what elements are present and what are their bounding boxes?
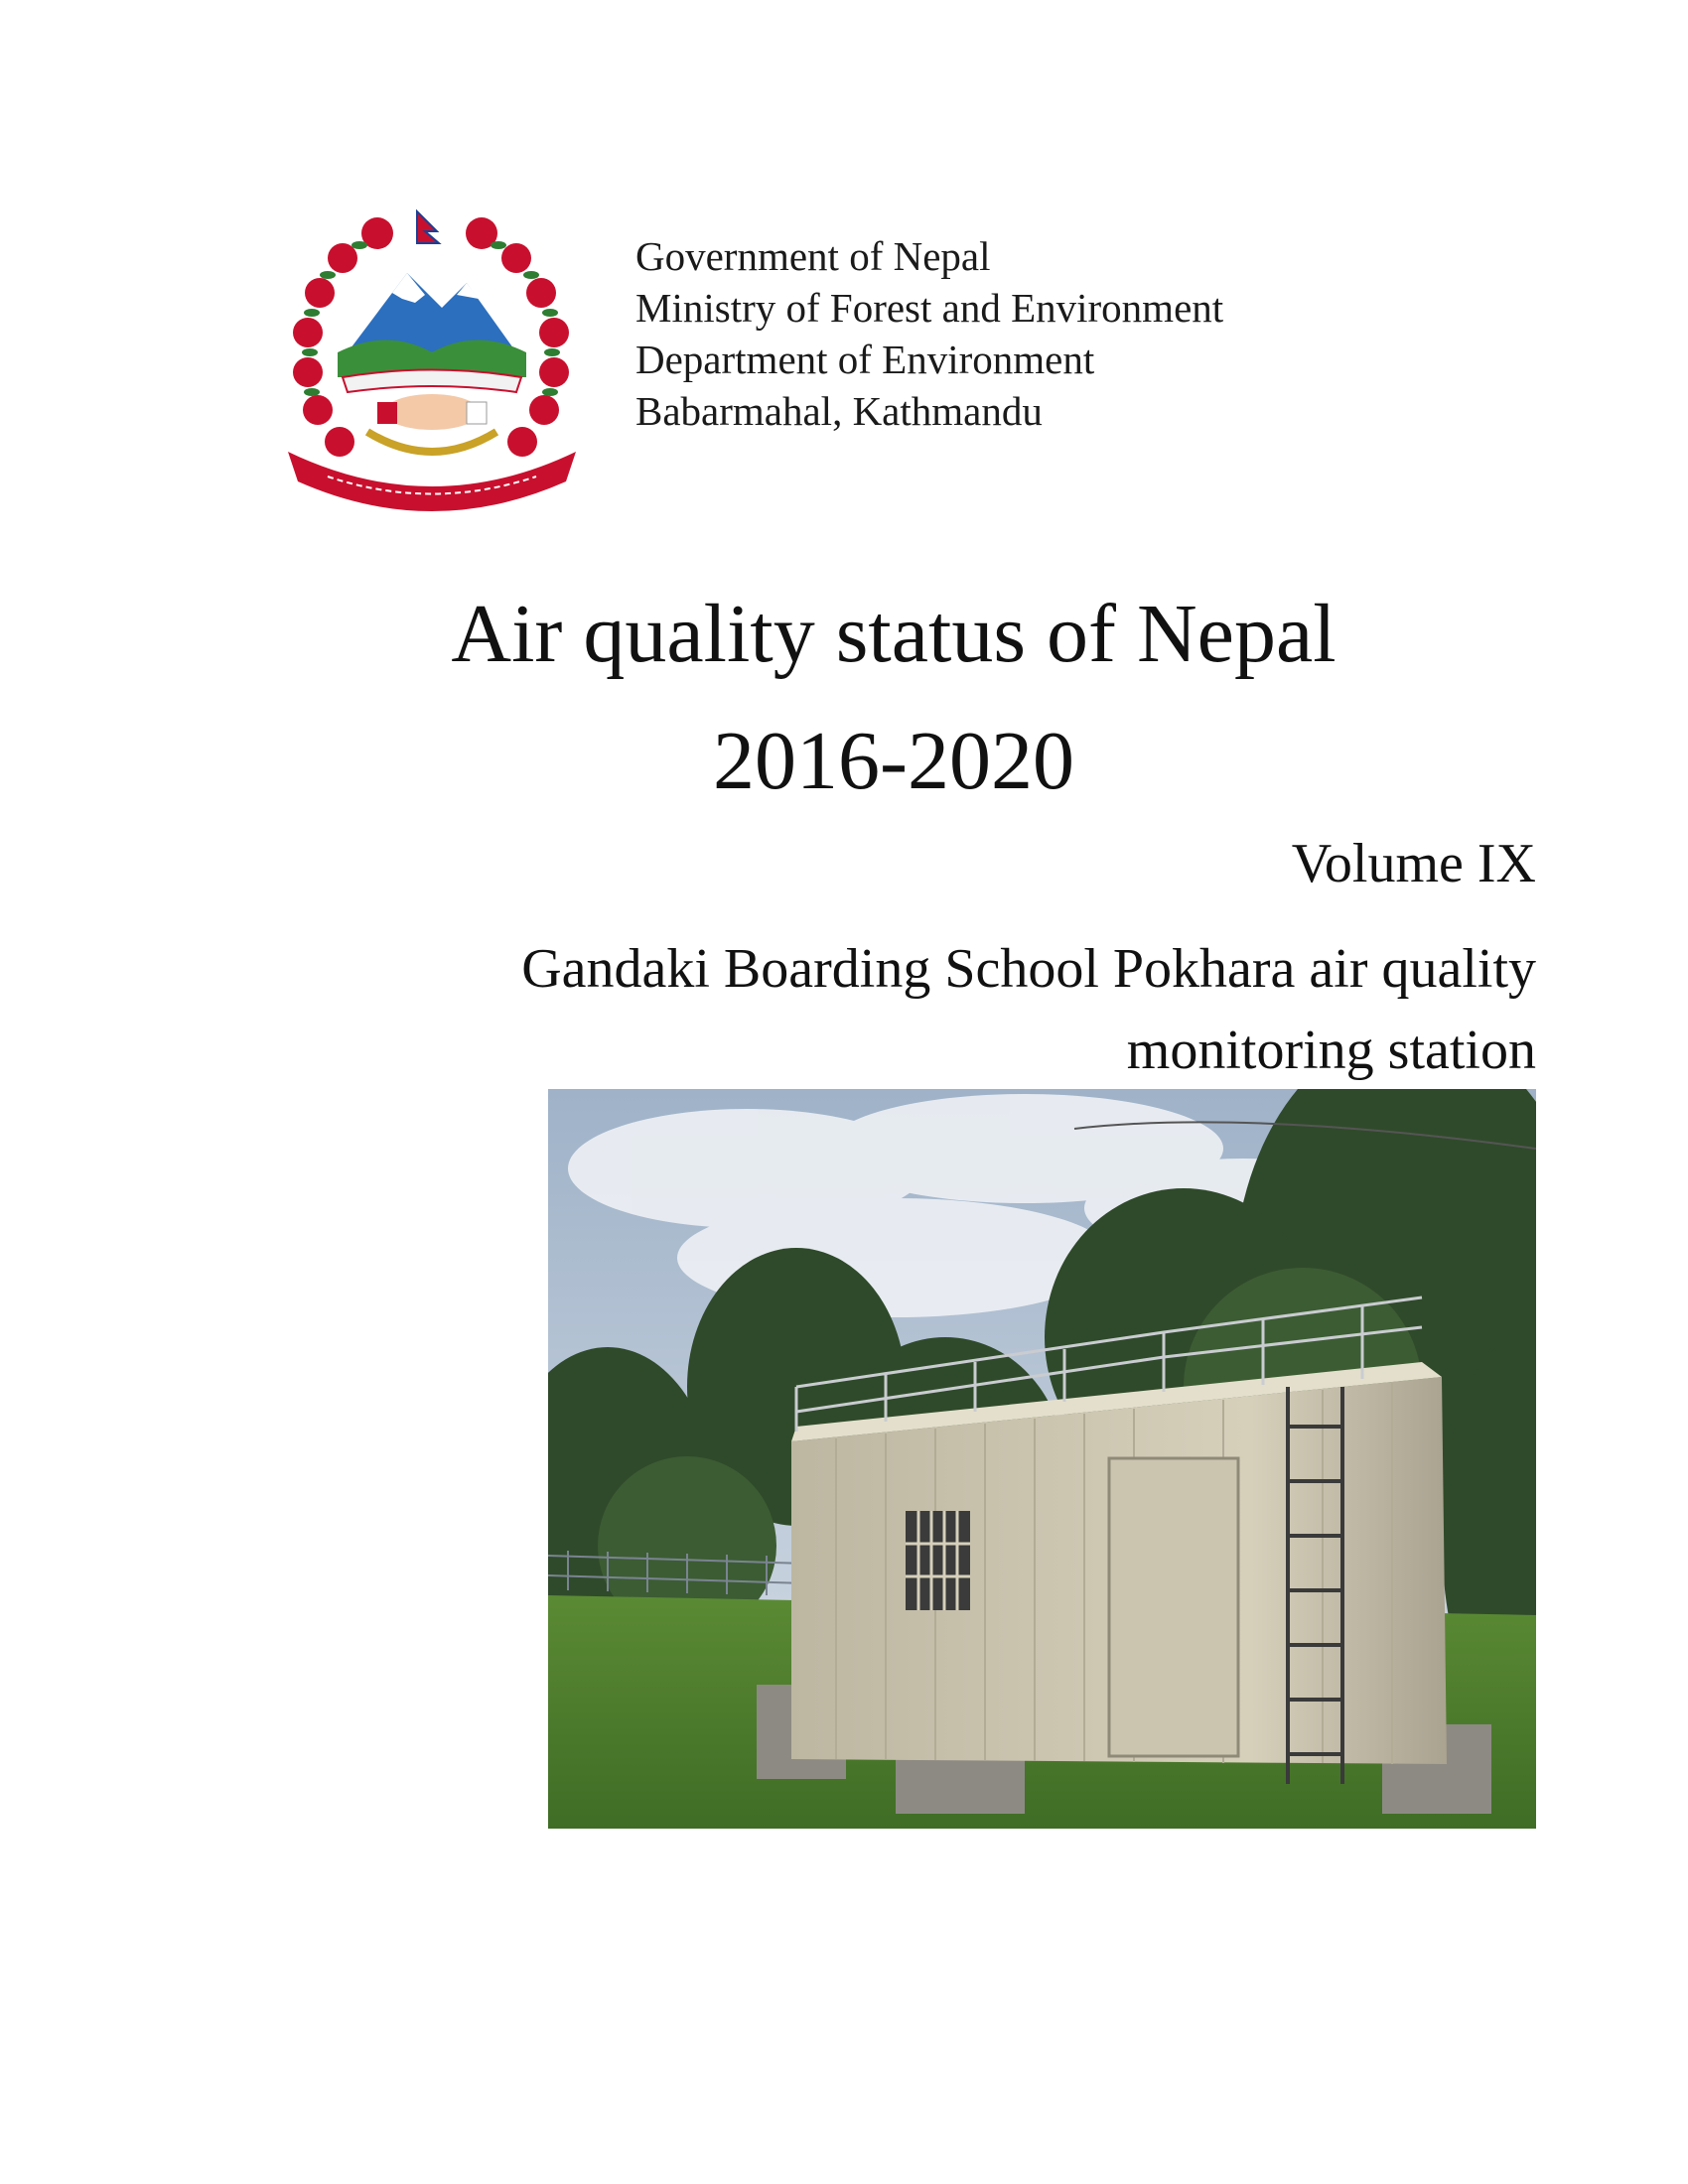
department-name: Department of Environment — [635, 337, 1095, 382]
station-name-line-2: monitoring station — [1126, 1020, 1536, 1081]
issuing-authority — [635, 230, 1223, 437]
government-name: Government of Nepal — [635, 233, 991, 279]
report-years: 2016-2020 — [713, 715, 1074, 807]
report-title: Air quality status of Nepal — [451, 588, 1336, 680]
address: Babarmahal, Kathmandu — [635, 388, 1043, 434]
station-name — [345, 928, 1536, 1091]
monitoring-station-photo — [548, 1089, 1536, 1829]
ministry-name: Ministry of Forest and Environment — [635, 285, 1224, 331]
nepal-emblem-icon — [268, 204, 596, 511]
volume-label: Volume IX — [1291, 833, 1536, 894]
station-name-line-1: Gandaki Boarding School Pokhara air quality — [521, 938, 1536, 1000]
